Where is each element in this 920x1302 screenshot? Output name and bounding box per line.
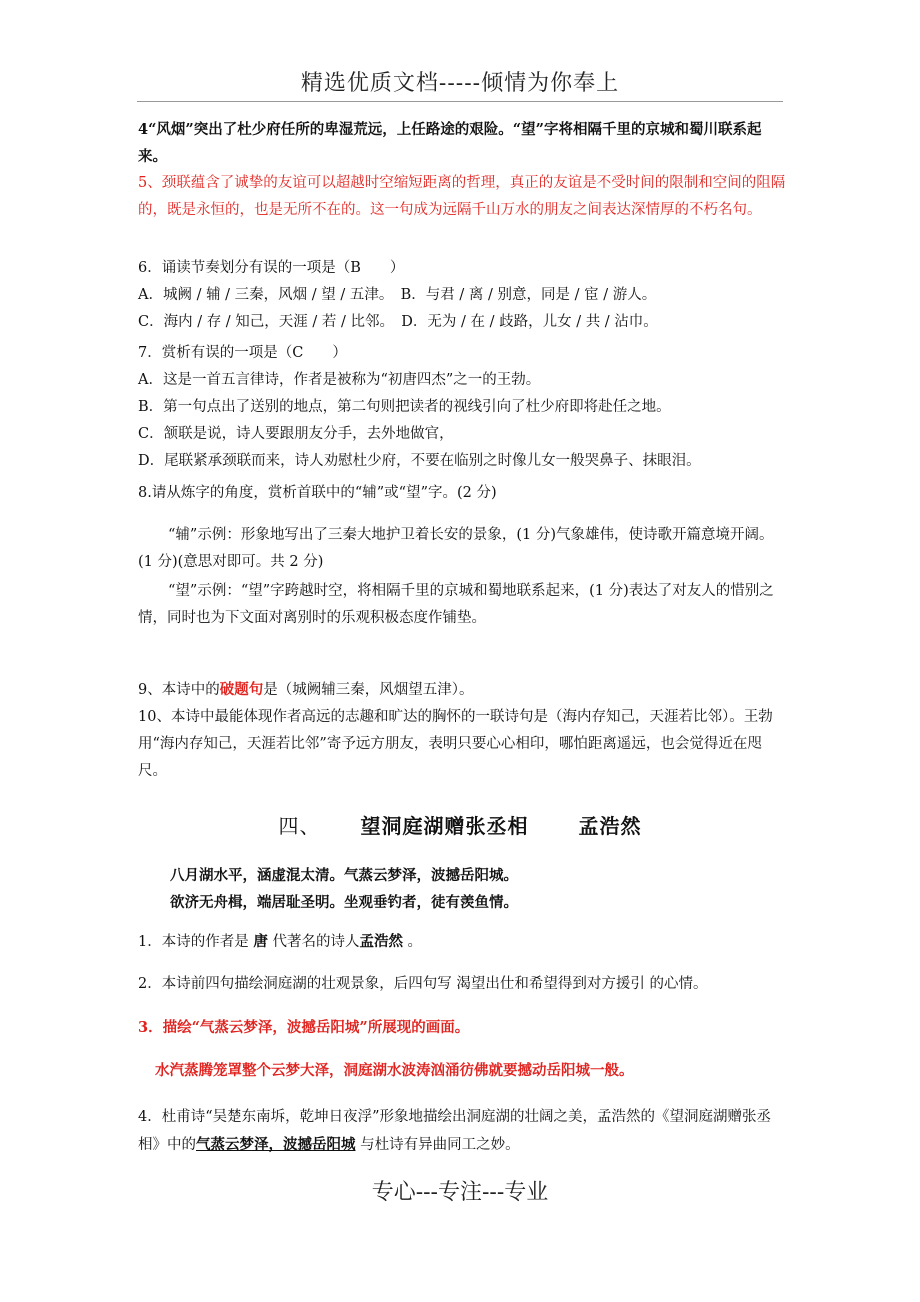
item-1-dynasty: 唐 <box>253 933 268 950</box>
item-2: 2．本诗前四句描绘洞庭湖的壮观景象，后四句写 渴望出仕和希望得到对方援引 的心情。 <box>138 976 708 992</box>
item-1-prefix: 1．本诗的作者是 <box>138 934 254 950</box>
poem-line-2: 欲济无舟楫，端居耻圣明。坐观垂钓者，徒有羡鱼情。 <box>170 894 518 911</box>
page-footer: 专心---专注---专业 <box>371 1180 549 1205</box>
poem-text <box>170 862 770 916</box>
section-number: 四、 <box>278 814 321 838</box>
poem-line-1: 八月湖水平，涵虚混太清。气蒸云梦泽，波撼岳阳城。 <box>170 867 518 884</box>
item-1-suffix: 。 <box>402 934 423 950</box>
item-4 <box>138 1104 788 1159</box>
question-9 <box>138 676 788 704</box>
question-9-keyword: 破题句 <box>219 681 264 698</box>
question-7-option-b: B．第一句点出了送别的地点，第二句则把读者的视线引向了杜少府即将赴任之地。 <box>138 399 671 415</box>
answer-4: 4“风烟”突出了杜少府任所的卑湿荒远，上任路途的艰险。“望”字将相隔千里的京城和蜀川联系起来。 <box>138 121 762 165</box>
item-4-suffix: 与杜诗有异曲同工之妙。 <box>355 1137 520 1153</box>
question-7-option-d: D．尾联紧承颈联而来，诗人劝慰杜少府，不要在临别之时像儿女一般哭鼻子、抹眼泪。 <box>138 453 701 469</box>
question-9-prefix: 9、本诗中的 <box>138 682 220 698</box>
question-7-option-a: A．这是一首五言律诗，作者是被称为“初唐四杰”之一的王勃。 <box>138 372 541 388</box>
item-4-underlined: 气蒸云梦泽，波撼岳阳城 <box>196 1136 356 1153</box>
question-8-answer-2: “望”示例：“望”字跨越时空，将相隔千里的京城和蜀地联系起来，(1 分)表达了对友人的惜别之情，同时也为下文面对离别时的乐观积极态度作铺垫。 <box>138 583 774 626</box>
question-9-suffix: 是（城阙辅三秦，风烟望五津）。 <box>263 682 474 698</box>
question-7-option-c: C．颔联是说，诗人要跟朋友分手，去外地做官， <box>138 426 454 442</box>
item-3-question: 3．描绘“气蒸云梦泽，波撼岳阳城”所展现的画面。 <box>138 1019 470 1036</box>
answer-5: 5、颈联蕴含了诚挚的友谊可以超越时空缩短距离的哲理，真正的友谊是不受时间的限制和空间的阻隔的，既是永恒的，也是无所不在的。这一句成为远隔千山万水的朋友之间表达深情厚的不朽名句。 <box>138 175 786 218</box>
question-6-stem: 6．诵读节奏划分有误的一项是（B ） <box>138 260 405 276</box>
page-header: 精选优质文档-----倾情为你奉上 <box>300 71 620 96</box>
question-6-options-ab: A．城阙 / 辅 / 三秦，风烟 / 望 / 五津。 B．与君 / 离 / 别意，同是 / 宦 / 游人。 <box>138 287 657 303</box>
poem-title: 望洞庭湖赠张丞相 <box>360 814 529 838</box>
question-7 <box>138 340 788 475</box>
item-1 <box>138 928 788 956</box>
question-10: 10、本诗中最能体现作者高远的志趣和旷达的胸怀的一联诗句是（海内存知己，天涯若比邻）。王勃用“海内存知己，天涯若比邻”寄予远方朋友，表明只要心心相印，哪怕距离遥远，也会觉得近在咫尺。 <box>138 709 773 779</box>
question-8-answer-1: “辅”示例：形象地写出了三秦大地护卫着长安的景象，(1 分)气象雄伟，使诗歌开篇意境开阔。(1 分)(意思对即可。共 2 分) <box>138 527 774 570</box>
question-8-stem: 8.请从炼字的角度，赏析首联中的“辅”或“望”字。(2 分) <box>138 485 497 501</box>
poem-author: 孟浩然 <box>578 814 642 838</box>
question-6-options-cd: C．海内 / 存 / 知己，天涯 / 若 / 比邻。 D．无为 / 在 / 歧路，儿女 / 共 / 沾巾。 <box>138 314 658 330</box>
item-1-poet: 孟浩然 <box>359 933 403 950</box>
header-rule <box>137 101 783 102</box>
section-title <box>0 810 920 839</box>
question-6 <box>138 255 788 336</box>
item-4-prefix: 4．杜甫诗“吴楚东南坼，乾坤日夜浮”形象地描绘出洞庭湖的壮阔之美，孟浩然的《望洞庭湖赠张丞相》中的 <box>138 1109 772 1153</box>
item-3-answer: 水汽蒸腾笼罩整个云梦大泽，洞庭湖水波涛汹涌彷佛就要撼动岳阳城一般。 <box>155 1062 634 1079</box>
item-1-middle: 代著名的诗人 <box>267 934 360 950</box>
question-7-stem: 7．赏析有误的一项是（C ） <box>138 345 347 361</box>
